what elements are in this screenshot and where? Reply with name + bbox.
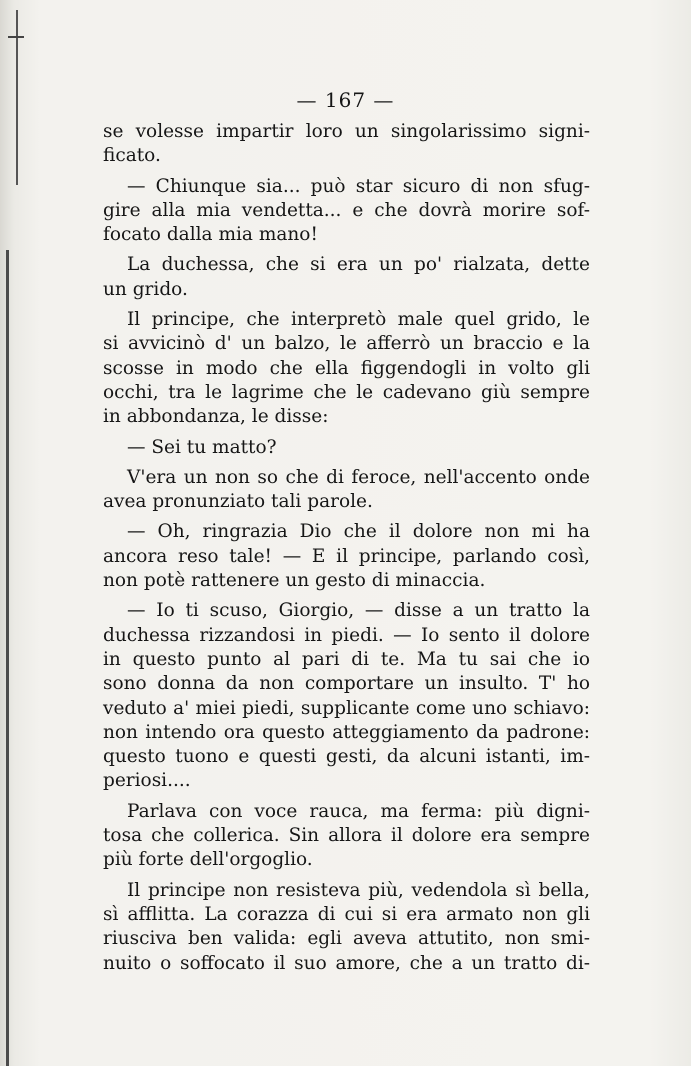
text-line: La duchessa, che si era un po' rialzata, dette [127,254,590,276]
text-line: duchessa rizzandosi in piedi. — Io sento il dolore [103,624,590,646]
text-line: — Oh, ringrazia Dio che il dolore non mi ha [127,521,590,543]
text-line: — Io ti scuso, Giorgio, — disse a un tratto la [127,600,590,622]
text-line: sì afflitta. La corazza di cui si era armato non gli [103,903,590,925]
text-line: Parlava con voce rauca, ma ferma: più digni- [127,800,590,822]
text-line: non potè rattenere un gesto di minaccia. [103,570,486,592]
text-line: questo tuono e questi gesti, da alcuni istanti, im- [103,746,590,768]
text-line: ficato. [103,145,161,167]
text-line: occhi, tra le lagrime che le cadevano giù sempre [103,381,590,403]
text-line: Il principe non resisteva più, vedendola sì bella, [127,879,590,901]
text-line: — Sei tu matto? [127,436,277,458]
text-line: avea pronunziato tali parole. [103,491,373,513]
text-line: scosse in modo che ella figgendogli in volto gli [103,357,590,379]
text-line: se volesse impartir loro un singolarissimo signi- [103,121,590,142]
body-text [103,120,590,976]
text-line: ancora reso tale! — E il principe, parlando così, [103,545,590,567]
text-line: — Chiunque sia... può star sicuro di non sfug- [127,175,590,197]
text-line: si avvicinò d' un balzo, le afferrò un braccio e la [103,333,590,355]
text-line: veduto a' miei piedi, supplicante come uno schiavo: [103,697,590,719]
text-line: V'era un non so che di feroce, nell'accento onde [127,466,590,488]
text-line: Il principe, che interpretò male quel grido, le [127,309,590,331]
text-line: riusciva ben valida: egli aveva attutito, non smi- [103,928,590,950]
text-line: più forte dell'orgoglio. [103,849,313,871]
text-line: in questo punto al pari di te. Ma tu sai che io [103,648,590,670]
text-line: tosa che collerica. Sin allora il dolore era sempre [103,825,590,847]
text-line: un grido. [103,278,188,300]
text-line: non intendo ora questo atteggiamento da padrone: [103,721,590,743]
binding-edge [6,250,9,1066]
text-line: periosi.... [103,770,191,792]
text-line: nuito o soffocato il suo amore, che a un tratto di- [103,952,590,974]
text-line: in abbondanza, le disse: [103,406,329,428]
page-edge-mark [8,36,24,38]
text-line: gire alla mia vendetta... e che dovrà morire sof- [103,199,590,221]
text-line: focato dalla mia mano! [103,224,318,246]
page-number: — 167 — [296,88,395,112]
text-line: sono donna da non comportare un insulto. T' ho [103,673,590,695]
